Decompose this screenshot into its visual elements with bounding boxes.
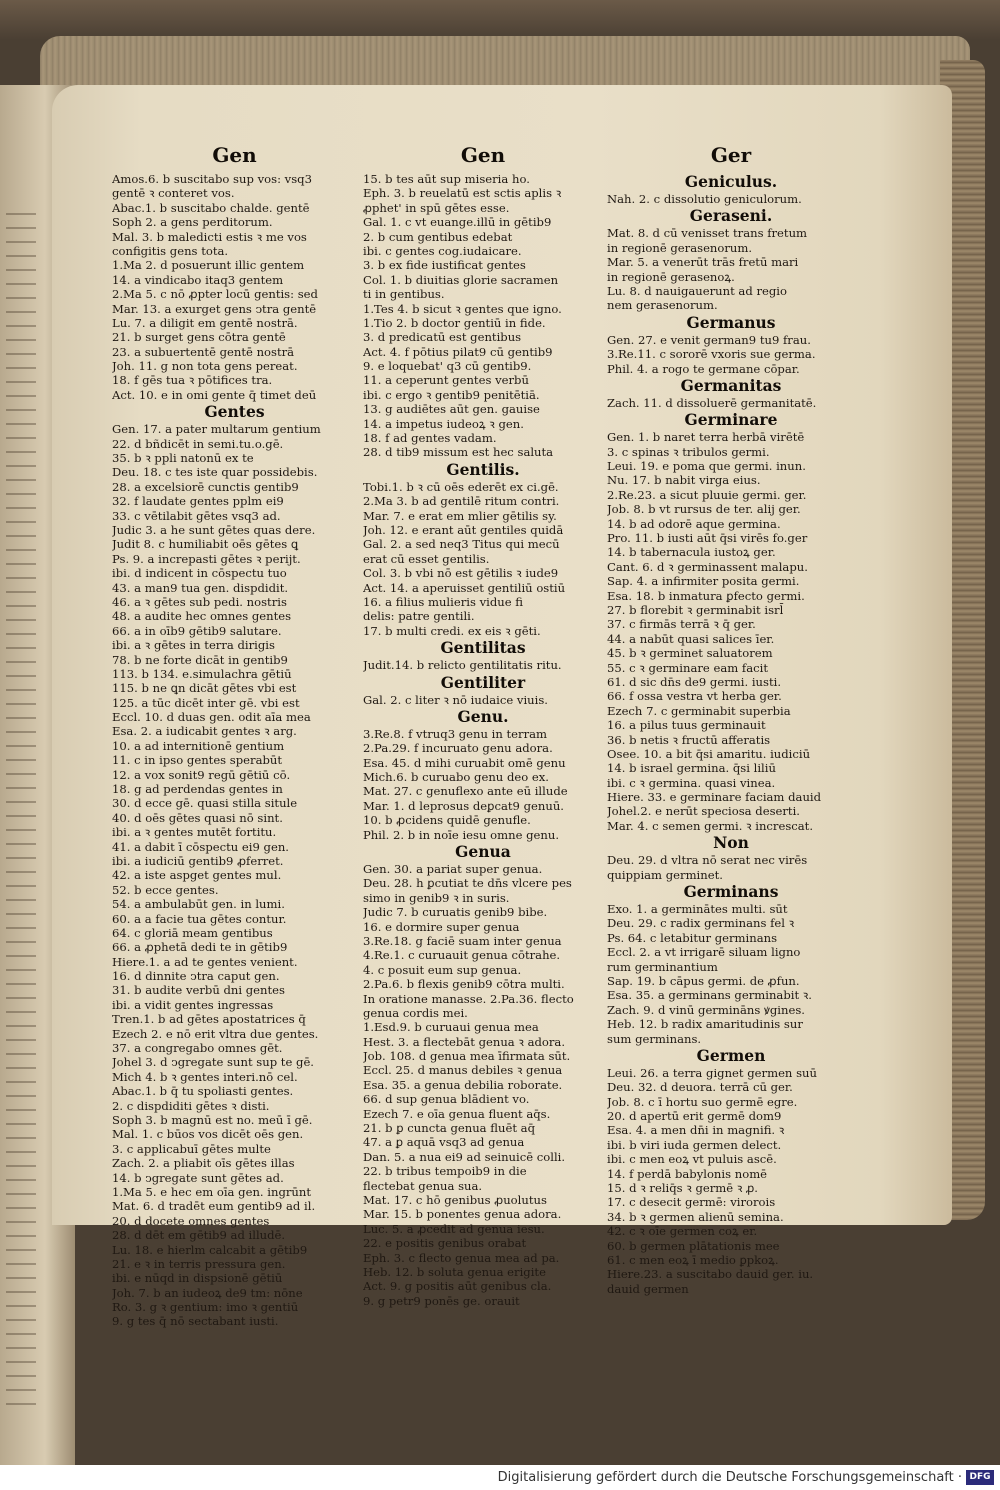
index-line: Hiere.1. a ad te gentes venient.	[112, 954, 298, 969]
column-right	[607, 140, 855, 1296]
index-line: ibi. c gentes cog.iudaicare.	[363, 243, 522, 258]
index-line: 16. a pilus tuus germinauit	[607, 718, 766, 733]
index-line: Gal. 2. a sed neq3 Titus qui mecū	[363, 537, 560, 552]
index-line: 9. e loquebat' q3 cū gentib9.	[363, 359, 532, 374]
index-line: 1.Esd.9. b curuaui genua mea	[363, 1020, 539, 1035]
entry-heading: Germanus	[686, 312, 776, 332]
index-line: Amos.6. b suscitabo sup vos: vsq3	[112, 172, 312, 186]
index-line: 17. c desecit germē: virorois	[607, 1195, 776, 1210]
index-line: Ezech 2. e nō erit vltra due gentes.	[112, 1026, 319, 1041]
index-line: 15. b tes aūt sup miseria ho.	[363, 172, 530, 186]
index-line: Eccl. 2. a vt irrigarē siluam ligno	[607, 945, 801, 960]
index-line: Gen. 27. e venit german9 tu9 frau.	[607, 332, 811, 347]
index-line: Mich.6. b curuabo genu deo ex.	[363, 770, 549, 785]
index-line: Gen. 17. a pater multarum gentium	[112, 422, 321, 437]
index-line: 115. b ne ꝗn dicāt gētes vbi est	[112, 681, 297, 696]
index-line: 15. d ꝛ reliq̄s ꝛ germē ꝛ ꝓ.	[607, 1181, 758, 1196]
index-line: Luc. 5. a ꝓcedit ad genua iesu.	[363, 1221, 545, 1236]
index-line: ibi. e nūqd in dispsionē gētiū	[112, 1271, 283, 1286]
index-line: Exo. 1. a germinātes multi. sūt	[607, 902, 788, 917]
entry-heading: Geraseni.	[689, 206, 773, 226]
index-line: Ezech 7. e oīa genua fluent aq̄s.	[363, 1106, 551, 1121]
index-line: 14. b israel germina. q̄si liliū	[607, 761, 776, 776]
index-line: 3. b ex fide iustificat gentes	[363, 258, 526, 273]
entry-heading: Geniculus.	[684, 172, 778, 191]
index-line: ibi. c ꝛ germina. quasi vinea.	[607, 775, 776, 790]
index-line: 27. b florebit ꝛ germinabit isrl̄	[607, 602, 784, 617]
index-line: 16. e dormire super genua	[363, 919, 520, 934]
index-line: Zach. 2. a pliabit oīs gētes illas	[112, 1156, 295, 1171]
index-line: Job. 108. d genua mea īfirmata sūt.	[363, 1049, 571, 1064]
index-line: 37. a congregabo omnes gēt.	[112, 1041, 283, 1056]
index-line: 23. a subuertentē gentē nostrā	[112, 344, 295, 359]
index-line: Ps. 64. c letabitur germinans	[607, 930, 778, 945]
index-line: Lu. 7. a diligit em gentē nostrā.	[112, 315, 298, 330]
index-line: Judit.14. b relicto gentilitatis ritu.	[363, 658, 562, 673]
index-line: dauid germen	[607, 1281, 689, 1296]
index-line: Mat. 27. c genuflexo ante eū illude	[363, 784, 568, 799]
index-line: 48. a audite hec omnes gentes	[112, 609, 292, 624]
entry-heading: Gentilitas	[440, 638, 526, 658]
index-line: Joh. 11. g non tota gens pereat.	[112, 359, 298, 374]
index-line: 11. a ceperunt gentes verbū	[363, 373, 529, 388]
index-line: Johel 3. d ↄgregate sunt sup te gē.	[112, 1055, 314, 1070]
index-line: 36. b netis ꝛ fructū afferatis	[607, 732, 771, 747]
index-line: 125. a tūc dicēt inter gē. vbi est	[112, 695, 300, 710]
index-line: 14. a vindicabo itaq3 gentem	[112, 272, 284, 287]
index-line: Lu. 18. e hierlm calcabit a gētib9	[112, 1242, 308, 1257]
scan-top-shadow	[0, 0, 1000, 40]
index-line: 64. c gloriā meam gentibus	[112, 925, 273, 940]
index-line: 60. b germen plātationis mee	[607, 1238, 780, 1253]
index-line: 3.Re.18. g faciē suam inter genua	[363, 933, 562, 948]
index-line: 12. a vox sonit9 regū gētiū cō.	[112, 767, 291, 782]
index-line: Zach. 11. d dissoluerē germanitatē.	[607, 395, 817, 410]
index-line: erat cū esset gentilis.	[363, 551, 490, 566]
entry-heading: Germinans	[683, 882, 779, 902]
index-line: 20. d apertū erit germē dom9	[607, 1109, 782, 1124]
index-line: Esa. 35. a germinans germinabit ꝛ.	[607, 988, 812, 1003]
index-line: 22. b tribus tempoib9 in die	[363, 1164, 527, 1179]
index-line: 44. a nabūt quasi salices īer.	[607, 631, 775, 646]
index-line: 42. c ꝛ oīe germen coꝝ er.	[607, 1224, 758, 1239]
entry-heading: Gentes	[204, 402, 265, 422]
index-line: 21. b surget gens cōtra gentē	[112, 330, 286, 345]
index-line: 66. d sup genua blādient vo.	[363, 1092, 530, 1107]
index-line: ibi. b viri iuda germen delect.	[607, 1137, 782, 1152]
index-line: Esa. 35. a genua debilia roborate.	[363, 1077, 563, 1092]
index-line: Mat. 17. c hō genibus ꝓuolutus	[363, 1193, 547, 1207]
index-line: 45. b ꝛ germinet saluatorem	[607, 646, 773, 661]
index-line: 32. f laudate gentes pplm ei9	[112, 494, 284, 509]
index-line: 2.Pa.6. b flexis genib9 cōtra multi.	[363, 977, 565, 992]
index-line: Mar. 5. a venerūt trās fretū mari	[607, 255, 799, 270]
left-page-text-fragment	[6, 205, 36, 1405]
index-line: 10. a ad internitionē gentium	[112, 738, 285, 753]
index-line: Deu. 28. h ꝑcutiat te dn̄s vlcere pes	[363, 876, 572, 891]
index-line: ibi. a iudiciū gentib9 ꝓferret.	[112, 853, 284, 868]
index-line: Mat. 8. d cū venisset trans fretum	[607, 226, 808, 241]
index-line: configitis gens tota.	[112, 243, 229, 258]
entry-heading: Germen	[696, 1045, 766, 1065]
index-line: 113. b 134. e.simulachra gētiū	[112, 666, 292, 681]
index-line: Hest. 3. a flectebāt genua ꝛ adora.	[363, 1034, 566, 1049]
index-line: In oratione manasse. 2.Pa.36. flecto	[363, 991, 574, 1006]
index-line: 3. c spinas ꝛ tribulos germi.	[607, 444, 770, 459]
index-line: 18. f ad gentes vadam.	[363, 431, 497, 446]
index-line: 61. c men eoꝝ ī medio ꝑpkoꝝ.	[607, 1253, 779, 1267]
index-line: Esa. 4. a men dn̄i in magnifi. ꝛ	[607, 1123, 785, 1138]
index-line: simo in genib9 ꝛ in suris.	[363, 890, 510, 905]
index-line: 14. b ad odorē aque germina.	[607, 516, 781, 531]
index-line: 1.Tes 4. b sicut ꝛ gentes que igno.	[363, 301, 562, 316]
column-middle-lines	[363, 172, 603, 1308]
index-line: Esa. 2. a iudicabit gentes ꝛ arg.	[112, 724, 297, 739]
index-line: 2. b cum gentibus edebat	[363, 229, 513, 244]
index-line: Deu. 29. d vltra nō serat nec virēs	[607, 853, 808, 868]
index-line: 2.Ma 3. b ad gentilē ritum contri.	[363, 494, 560, 509]
index-line: Judic 7. b curuatis genib9 bibe.	[363, 905, 548, 920]
column-heading-left: Gen	[212, 143, 257, 167]
index-line: sum germinans.	[607, 1031, 702, 1046]
index-line: 1.Tio 2. b doctor gentiū in fide.	[363, 315, 546, 330]
index-line: 35. b ꝛ ppli natonū ex te	[112, 451, 254, 466]
index-line: Mar. 15. b ponentes genua adora.	[363, 1207, 562, 1222]
index-line: 11. c in ipso gentes sperabūt	[112, 753, 283, 768]
index-line: 1.Ma 5. e hec em oīa gen. ingrūnt	[112, 1184, 312, 1199]
index-line: flectebat genua sua.	[363, 1178, 483, 1193]
index-line: Hiere. 33. e germinare faciam dauid	[607, 790, 822, 805]
index-line: Deu. 32. d deuora. terrā cū ger.	[607, 1080, 793, 1095]
index-line: gentē ꝛ conteret vos.	[112, 186, 235, 201]
index-line: Osee. 10. a bit q̄si amaritu. iudiciū	[607, 746, 811, 761]
index-line: ibi. a ꝛ gētes in terra dirigis	[112, 638, 275, 653]
index-line: Pro. 11. b iusti aūt q̄si virēs fo.ger	[607, 531, 808, 546]
index-line: Hiere.23. a suscitabo dauid ger. iu.	[607, 1267, 814, 1282]
index-line: Act. 4. f pōtius pilat9 cū gentib9	[363, 344, 553, 359]
index-line: 22. e positis genibus orabat	[363, 1236, 527, 1251]
index-line: 54. a ambulabūt gen. in lumi.	[112, 897, 285, 912]
index-line: Leui. 19. e poma que germi. inun.	[607, 459, 806, 474]
index-line: Sap. 19. b cāpus germi. de ꝓfun.	[607, 973, 800, 988]
index-line: 37. c firmās terrā ꝛ q̄ ger.	[607, 617, 756, 632]
index-line: Tobi.1. b ꝛ cū oēs ederēt ex ci.gē.	[363, 479, 559, 494]
index-line: 9. g tes q̄ nō sectabant iusti.	[112, 1314, 279, 1329]
column-left	[112, 140, 357, 1329]
index-line: Soph 2. a gens perditorum.	[112, 215, 273, 230]
index-line: Sap. 4. a infirmiter posita germi.	[607, 574, 800, 589]
index-line: 66. f ossa vestra vt herba ger.	[607, 689, 782, 704]
index-line: 2.Pa.29. f incuruato genu adora.	[363, 741, 553, 756]
entry-heading: Non	[713, 833, 749, 853]
index-line: Mat. 6. d tradēt eum gentib9 ad il.	[112, 1199, 316, 1214]
index-line: Johel.2. e nerūt speciosa deserti.	[607, 804, 800, 819]
column-heading-right: Ger	[710, 143, 752, 167]
index-line: 52. b ecce gentes.	[112, 882, 219, 897]
index-line: Eccl. 25. d manus debiles ꝛ genua	[363, 1063, 563, 1078]
index-line: in regionē gerasenorum.	[607, 240, 753, 255]
index-line: rum germinantium	[607, 959, 718, 974]
index-line: 66. a ꝓphetā dedi te in gētib9	[112, 940, 288, 955]
column-middle	[363, 140, 603, 1308]
index-line: 3.Re.8. f vtruq3 genu in terram	[363, 726, 548, 741]
index-line: 40. d oēs gētes quasi nō sint.	[112, 810, 283, 825]
index-line: 34. b ꝛ germen alienū semina.	[607, 1209, 784, 1224]
entry-heading: Gentilis.	[446, 459, 520, 479]
index-line: in regionē gerasenoꝝ.	[607, 269, 735, 284]
index-line: 9. g petr9 ponēs ge. orauit	[363, 1293, 520, 1308]
index-line: 3.Re.11. c sororē vxoris sue germa.	[607, 347, 816, 362]
index-line: Phil. 2. b in noīe iesu omne genu.	[363, 827, 560, 842]
index-line: 43. a man9 tua gen. dispdidit.	[112, 580, 289, 595]
index-line: Lu. 8. d nauigauerunt ad regio	[607, 283, 787, 298]
index-line: Heb. 12. b radix amaritudinis sur	[607, 1017, 803, 1032]
index-line: quippiam germinet.	[607, 867, 723, 882]
index-line: 13. g audiētes aūt gen. gauise	[363, 402, 540, 417]
index-line: Joh. 12. e erant aūt gentiles quidā	[363, 522, 564, 537]
index-line: 47. a ꝑ aquā vsq3 ad genua	[363, 1135, 525, 1150]
index-line: 60. a a facie tua gētes contur.	[112, 911, 287, 926]
index-line: Deu. 29. c radix germinans fel ꝛ	[607, 916, 795, 931]
index-line: 16. a filius mulieris vidue fi	[363, 594, 524, 609]
index-line: 21. e ꝛ in terris pressura gen.	[112, 1256, 286, 1271]
index-line: 2.Ma 5. c nō ꝓpter locū gentis: sed	[112, 287, 318, 302]
index-line: Esa. 45. d mihi curuabit omē genu	[363, 755, 566, 770]
index-line: Ps. 9. a increpasti gētes ꝛ perijt.	[112, 551, 301, 566]
index-line: Nah. 2. c dissolutio geniculorum.	[607, 192, 802, 206]
index-line: Mich 4. b ꝛ gentes interi.nō cel.	[112, 1069, 298, 1084]
index-line: Gal. 2. c liter ꝛ nō iudaice viuis.	[363, 692, 548, 707]
index-line: 4.Re.1. c curuauit genua cōtrahe.	[363, 948, 561, 963]
index-line: Esa. 18. b inmatura ꝑfecto germi.	[607, 588, 805, 603]
index-line: Act. 9. g positis aūt genibus cla.	[363, 1279, 552, 1294]
index-line: ti in gentibus.	[363, 287, 445, 302]
column-left-lines	[112, 172, 357, 1329]
index-line: Soph 3. b magnū est no. meū ī gē.	[112, 1113, 313, 1127]
index-line: ibi. c ergo ꝛ gentib9 penitētiā.	[363, 387, 540, 402]
index-line: Act. 14. a aperuisset gentiliū ostiū	[363, 580, 566, 595]
index-line: Gal. 1. c vt euange.illū in gētib9	[363, 215, 552, 230]
index-line: Col. 3. b vbi nō est gētilis ꝛ iude9	[363, 566, 559, 581]
index-line: Heb. 12. b soluta genua erigite	[363, 1264, 546, 1279]
index-line: Eccl. 10. d duas gen. odit aīa mea	[112, 710, 311, 725]
index-line: Act. 10. e in omi gente q̄ timet deū	[112, 387, 317, 402]
index-line: Joh. 7. b an iudeoꝝ de9 tm: nōne	[112, 1285, 303, 1300]
index-line: Job. 8. c ī hortu suo germē egre.	[607, 1094, 798, 1109]
index-line: genua cordis mei.	[363, 1005, 468, 1020]
index-line: Judit 8. c humiliabit oēs gētes ꝗ	[112, 537, 299, 552]
index-line: 18. g ad perdendas gentes in	[112, 782, 283, 797]
footer-credit-text: Digitalisierung gefördert durch die Deutsche Forschungsgemeinschaft ·	[497, 1470, 962, 1485]
index-line: ibi. c men eoꝝ vt puluis ascē.	[607, 1152, 777, 1167]
index-line: 10. b ꝓcidens quidē genufle.	[363, 813, 531, 828]
index-line: Gen. 1. b naret terra herbā virētē	[607, 430, 805, 445]
index-line: Zach. 9. d vinū germināns ꝟgines.	[607, 1002, 805, 1017]
entry-heading: Germanitas	[680, 375, 782, 395]
index-line: Nu. 17. b nabit virga eius.	[607, 473, 761, 488]
index-line: Leui. 26. a terra gignet germen suū	[607, 1065, 817, 1080]
index-line: 3. c applicabuī gētes multe	[112, 1141, 271, 1156]
index-line: Mar. 1. d leprosus deꝑcat9 genuū.	[363, 798, 564, 813]
column-heading-middle: Gen	[460, 143, 506, 167]
index-line: 14. f perdā babylonis nomē	[607, 1166, 768, 1181]
column-right-lines	[607, 172, 855, 1296]
dfg-logo: DFG	[966, 1470, 994, 1485]
index-line: Col. 1. b diuitias glorie sacramen	[363, 272, 559, 287]
index-line: Tren.1. b ad gētes apostatrices q̄	[112, 1012, 306, 1027]
index-line: Eph. 3. c flecto genua mea ad pa.	[363, 1250, 560, 1265]
index-line: Abac.1. b q̄ tu spoliasti gentes.	[112, 1084, 294, 1099]
index-line: 42. a iste aspget gentes mul.	[112, 868, 282, 883]
index-line: 41. a dabit ī cōspectu ei9 gen.	[112, 839, 289, 854]
index-line: ibi. a ꝛ gentes mutēt fortitu.	[112, 825, 277, 840]
index-line: 22. d bñdicēt in semi.tu.o.gē.	[112, 436, 284, 451]
index-line: 55. c ꝛ germinare eam facit	[607, 660, 768, 675]
index-line: 30. d ecce gē. quasi stilla situle	[112, 796, 298, 811]
index-line: 66. a in oīb9 gētib9 salutare.	[112, 623, 282, 638]
index-line: Ezech 7. c germinabit superbia	[607, 703, 791, 718]
index-line: delis: patre gentili.	[363, 609, 475, 624]
index-line: 14. b tabernacula iustoꝝ ger.	[607, 545, 776, 560]
index-line: Eph. 3. b reuelatū est sctis aplis ꝛ	[363, 186, 562, 201]
index-line: 17. b multi credi. ex eis ꝛ gēti.	[363, 623, 541, 638]
index-line: Mar. 13. a exurget gens ↄtra gentē	[112, 301, 317, 316]
index-line: 14. a impetus iudeoꝝ ꝛ gen.	[363, 416, 524, 431]
index-line: Mar. 4. c semen germi. ꝛ increscat.	[607, 818, 814, 833]
index-line: ibi. a vidit gentes ingressas	[112, 997, 274, 1012]
index-line: Mal. 3. b maledicti estis ꝛ me vos	[112, 229, 307, 244]
entry-heading: Germinare	[684, 410, 778, 430]
index-line: 21. b ꝑ cuncta genua fluēt aq̄	[363, 1121, 536, 1136]
index-line: 46. a ꝛ gētes sub pedi. nostris	[112, 594, 287, 609]
index-line: Abac.1. b suscitabo chalde. gentē	[112, 200, 310, 215]
index-line: 28. d dēt em gētib9 ad illudē.	[112, 1228, 286, 1243]
index-line: 61. d sic dn̄s de9 germi. iusti.	[607, 674, 782, 689]
index-line: 14. b ↄgregate sunt gētes ad.	[112, 1170, 284, 1185]
entry-heading: Genua	[455, 842, 511, 862]
index-line: Mar. 7. e erat em mlier gētilis sy.	[363, 508, 557, 523]
index-line: 16. d dinnite ↄtra caput gen.	[112, 969, 280, 984]
index-line: ibi. d indicent in cōspectu tuo	[112, 566, 287, 581]
index-line: 33. c vētilabit gētes vsq3 ad.	[112, 508, 281, 523]
index-line: Phil. 4. a rogo te germane cōpar.	[607, 361, 800, 376]
index-line: Judic 3. a he sunt gētes quas dere.	[112, 522, 316, 537]
entry-heading: Gentiliter	[440, 672, 526, 692]
index-line: 20. d docete omnes gentes	[112, 1213, 270, 1228]
index-line: Deu. 18. c tes iste quar possidebis.	[112, 465, 318, 480]
index-line: 78. b ne forte dicāt in gentib9	[112, 652, 288, 667]
index-line: Cant. 6. d ꝛ germinassent malapu.	[607, 559, 808, 574]
index-line: 1.Ma 2. d posuerunt illic gentem	[112, 258, 305, 273]
index-line: ꝓphet' in spū gētes esse.	[363, 200, 510, 215]
index-line: 4. c posuit eum sup genua.	[363, 962, 522, 977]
index-line: 3. d predicatū est gentibus	[363, 330, 522, 345]
index-line: 2.Re.23. a sicut pluuie germi. ger.	[607, 487, 807, 502]
index-line: Gen. 30. a pariat super genua.	[363, 862, 543, 877]
index-line: 2. c dispdiditi gētes ꝛ disti.	[112, 1098, 270, 1113]
index-line: 28. a excelsiorē cunctis gentib9	[112, 479, 299, 494]
entry-heading: Genu.	[457, 706, 509, 726]
index-line: 31. b audite verbū dni gentes	[112, 983, 285, 998]
index-line: nem gerasenorum.	[607, 298, 718, 313]
index-line: 18. f gēs tua ꝛ pōtifices tra.	[112, 373, 273, 388]
index-line: Dan. 5. a nua ei9 ad seinuicē colli.	[363, 1149, 566, 1164]
footer-bar	[0, 1465, 1000, 1490]
index-line: Job. 8. b vt rursus de ter. alij ger.	[607, 502, 801, 517]
index-line: 28. d tib9 missum est hec saluta	[363, 445, 554, 460]
index-line: Mal. 1. c būos vos dicēt oēs gen.	[112, 1127, 304, 1142]
index-line: Ro. 3. g ꝛ gentium: imo ꝛ gentiū	[112, 1300, 299, 1315]
